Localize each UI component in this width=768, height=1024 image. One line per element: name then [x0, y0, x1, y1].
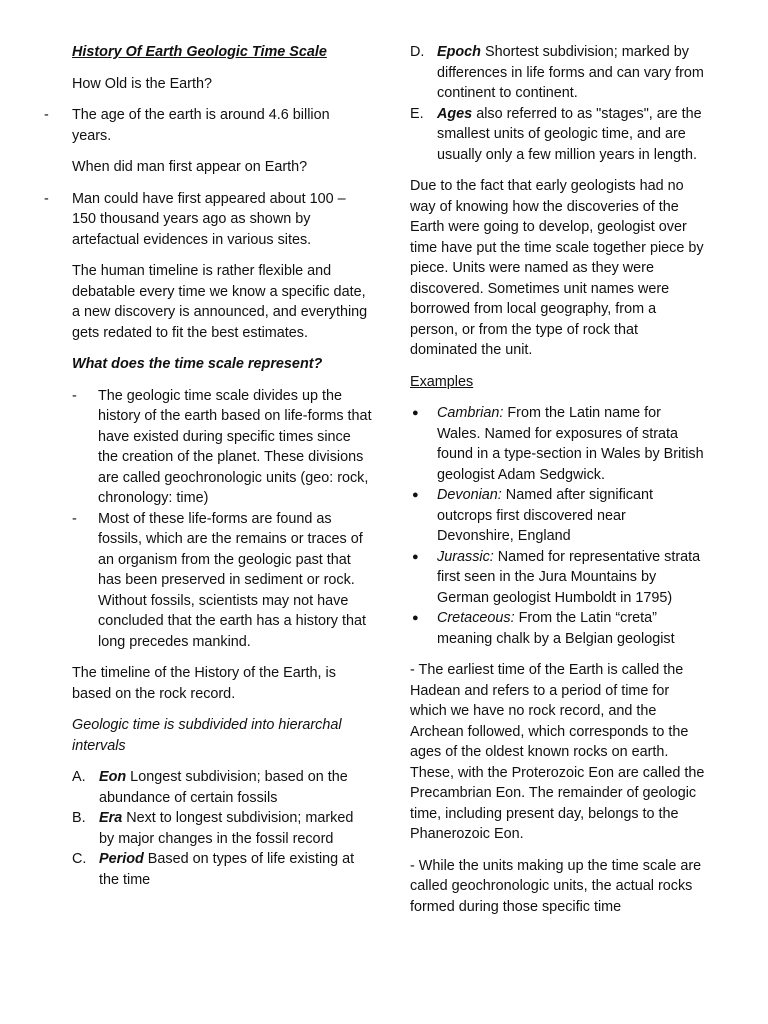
list-item: [410, 608, 705, 649]
answer-text: The age of the earth is around 4.6 billion years.: [72, 107, 330, 144]
bullet-marker: ●: [412, 489, 419, 501]
dash-marker: -: [72, 387, 77, 404]
list-item: [72, 808, 372, 849]
units-list-left: [72, 767, 372, 890]
unit-desc: also referred to as "stages", are the smallest units of geologic time, and are usually only a few million years in length.: [437, 105, 702, 163]
list-marker: D.: [410, 44, 425, 60]
list-item: [72, 767, 372, 808]
left-column: [44, 42, 372, 901]
list-item: [410, 485, 705, 547]
example-desc: Named for representative strata first seen in the Jura Mountains by German geologist Humboldt in 1795): [437, 548, 701, 606]
question-time-scale: What does the time scale represent?: [72, 356, 323, 372]
list-marker: E.: [410, 105, 424, 122]
unit-term: Epoch: [437, 44, 481, 60]
right-column: [410, 42, 705, 928]
bullet-marker: ●: [412, 612, 419, 624]
list-item: [410, 42, 705, 104]
dash-marker: -: [44, 107, 49, 123]
list-item: [72, 386, 372, 509]
list-item-text: The geologic time scale divides up the history of the earth based on life-forms that have existed during specific times since the creation of the planet. These divisions are called geochronologic units (geo: rock, chronology: time): [98, 387, 372, 506]
unit-term: Ages: [437, 105, 473, 122]
list-marker: B.: [72, 810, 86, 826]
example-desc: Named after significant outcrops first discovered near Devonshire, England: [437, 487, 653, 544]
time-scale-list: [72, 386, 372, 653]
document-title: History Of Earth Geologic Time Scale: [72, 44, 327, 60]
paragraph-rock-record: The timeline of the History of the Earth, is based on the rock record.: [72, 665, 336, 702]
bullet-marker: ●: [412, 407, 419, 419]
unit-desc: Longest subdivision; based on the abundance of certain fossils: [99, 769, 348, 806]
unit-term: Period: [99, 851, 144, 867]
question-man-appear: When did man first appear on Earth?: [72, 159, 308, 175]
dash-marker: -: [44, 190, 49, 207]
examples-list: [410, 403, 705, 649]
example-term: Cretaceous:: [437, 610, 515, 626]
answer-earth-age: [44, 105, 372, 146]
unit-term: Eon: [99, 769, 127, 785]
list-item-text: Most of these life-forms are found as fossils, which are the remains or traces of an organism from the geologic past that has been preserved in sediment or rock. Without fossils, scientists may not have concluded that the earth has a history that long precedes mankind.: [98, 510, 366, 650]
list-item: [72, 849, 372, 890]
list-marker: C.: [72, 851, 87, 867]
question-earth-age: How Old is the Earth?: [72, 75, 212, 92]
example-desc: From the Latin name for Wales. Named for exposures of strata found in a type-section in Wales by British geologist Adam Sedgwick.: [437, 405, 704, 483]
bullet-marker: ●: [412, 550, 419, 563]
paragraph-geochronologic: - While the units making up the time scale are called geochronologic units, the actual rocks formed during those specific time: [410, 857, 702, 915]
unit-desc: Shortest subdivision; marked by differences in life forms and can vary from continent to continent.: [437, 44, 704, 101]
list-item: [410, 403, 705, 485]
unit-term: Era: [99, 810, 123, 826]
paragraph-hierarchal: Geologic time is subdivided into hierarchal intervals: [72, 717, 342, 754]
paragraph-hadean: - The earliest time of the Earth is called the Hadean and refers to a period of time for which we have no rock record, and the Archean followed, which corresponds to the ages of the oldest known rocks on earth. These, with the Proterozoic Eon are called the Precambrian Eon. The remainder of geologic time, including present day, belongs to the Phanerozoic Eon.: [410, 662, 705, 842]
units-list-right: [410, 42, 705, 165]
unit-desc: Based on types of life existing at the time: [99, 851, 355, 888]
unit-desc: Next to longest subdivision; marked by major changes in the fossil record: [99, 810, 354, 847]
list-item: [410, 104, 705, 166]
example-desc: From the Latin “creta” meaning chalk by a Belgian geologist: [437, 610, 675, 647]
paragraph-naming: Due to the fact that early geologists had no way of knowing how the discoveries of the Earth were going to develop, geologist over time have put the time scale together piece by piece. Units were named as they were discovered. Sometimes unit names were borrowed from local geography, from a person, or from the type of rock that dominated the unit.: [410, 178, 704, 358]
list-marker: A.: [72, 769, 86, 785]
answer-text: Man could have first appeared about 100 – 150 thousand years ago as shown by artefactual evidences in various sites.: [72, 190, 346, 248]
examples-heading: Examples: [410, 373, 474, 390]
answer-man-appear: [44, 189, 372, 251]
list-item: [410, 547, 705, 609]
example-term: Cambrian:: [437, 405, 504, 421]
dash-marker: -: [72, 510, 77, 527]
example-term: Devonian:: [437, 487, 502, 503]
paragraph-human-timeline: The human timeline is rather flexible and debatable every time we know a specific date, a new discovery is announced, and everything gets redated to fit the best estimates.: [72, 263, 368, 341]
list-item: [72, 509, 372, 653]
example-term: Jurassic:: [437, 548, 494, 565]
